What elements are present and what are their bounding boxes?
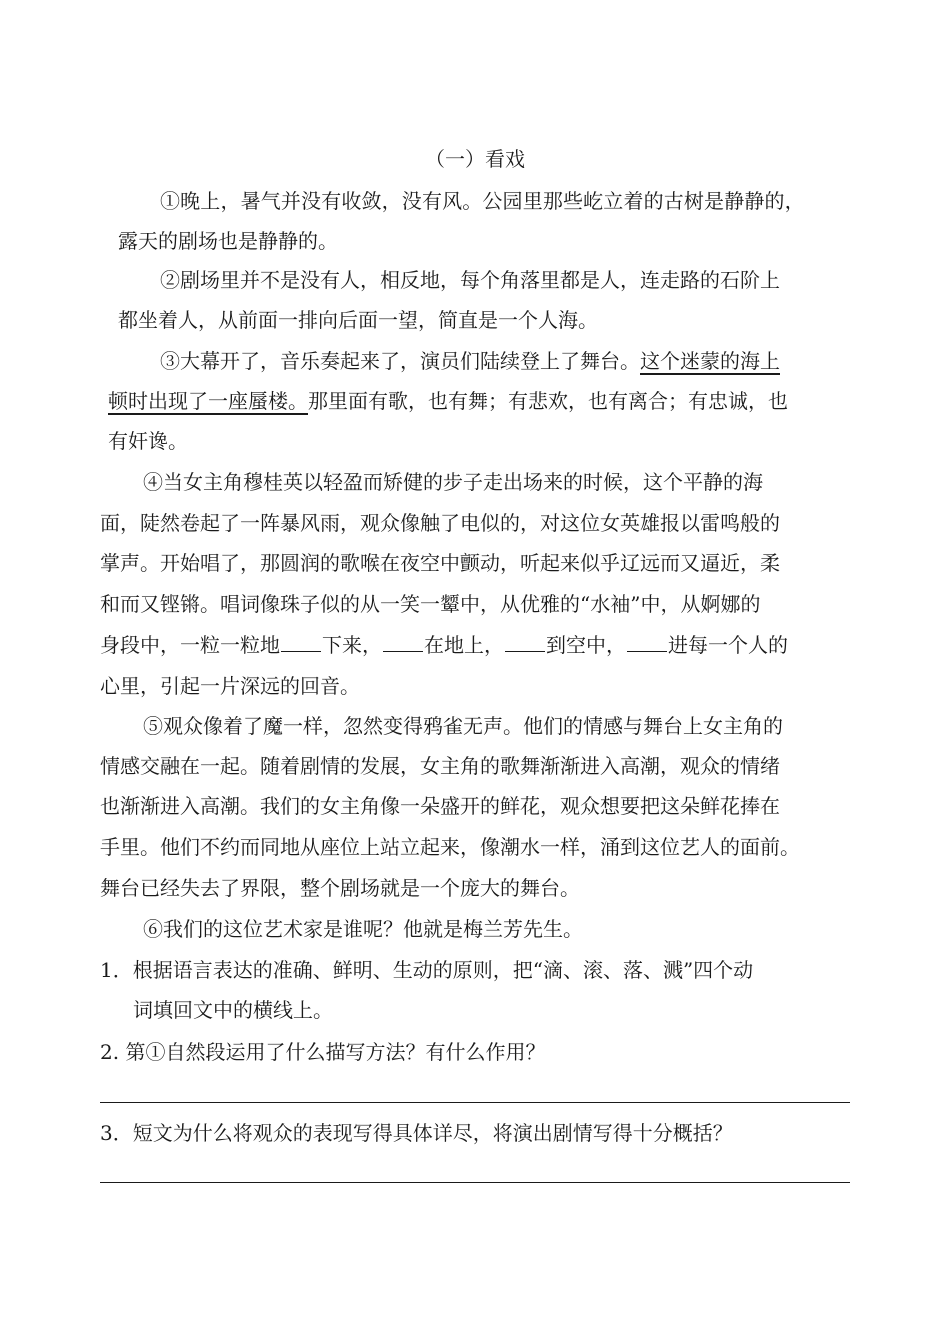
paragraph-2-line-2: 都坐着人，从前面一排向后面一望，简直是一个人海。 [118,308,598,332]
fill-blank-2[interactable] [383,633,423,652]
fill-text-a: 身段中，一粒一粒地 [100,633,280,657]
fill-blank-3[interactable] [505,633,545,652]
paragraph-4-line-3: 掌声。开始唱了，那圆润的歌喉在夜空中颤动，听起来似乎辽远而又逼近，柔 [100,551,780,575]
paragraph-4-line-2: 面，陡然卷起了一阵暴风雨，观众像触了电似的，对这位女英雄报以雷鸣般的 [100,511,780,535]
paragraph-3-line-3: 有奸谗。 [108,429,188,453]
paragraph-1-line-2: 露天的剧场也是静静的。 [118,229,338,253]
answer-line-3[interactable] [100,1182,850,1183]
paragraph-3-line-1 [160,348,780,374]
paragraph-5-line-1: ⑤观众像着了魔一样，忽然变得鸦雀无声。他们的情感与舞台上女主角的 [143,714,783,738]
paragraph-3-line-2 [108,388,788,414]
paragraph-5-line-3: 也渐渐进入高潮。我们的女主角像一朵盛开的鲜花，观众想要把这朵鲜花捧在 [100,794,780,818]
question-1-line-1: 1．根据语言表达的准确、鲜明、生动的原则，把“滴、滚、落、溅”四个动 [100,958,754,982]
underlined-sentence-part-1: 这个迷蒙的海上 [640,349,780,373]
fill-text-b: 下来， [322,633,382,657]
paragraph-6-line-1: ⑥我们的这位艺术家是谁呢？他就是梅兰芳先生。 [143,917,583,941]
answer-line-2[interactable] [100,1102,850,1103]
fill-blank-4[interactable] [627,633,667,652]
paragraph-5-line-2: 情感交融在一起。随着剧情的发展，女主角的歌舞渐渐进入高潮，观众的情绪 [100,754,780,778]
paragraph-1-line-1: ①晚上，暑气并没有收敛，没有风。公园里那些屹立着的古树是静静的， [160,189,805,213]
paragraph-5-line-5: 舞台已经失去了界限，整个剧场就是一个庞大的舞台。 [100,876,580,900]
question-3: 3．短文为什么将观众的表现写得具体详尽，将演出剧情写得十分概括？ [100,1121,733,1145]
underlined-sentence-part-2: 顿时出现了一座蜃楼。 [108,389,308,413]
question-1-line-2: 词填回文中的横线上。 [133,998,333,1022]
paragraph-4-line-1: ④当女主角穆桂英以轻盈而矫健的步子走出场来的时候，这个平静的海 [143,470,763,494]
paragraph-4-line-5 [100,632,788,658]
page-title: （一）看戏 [425,147,525,171]
paragraph-3-text: ③大幕开了，音乐奏起来了，演员们陆续登上了舞台。 [160,349,640,373]
paragraph-5-line-4: 手里。他们不约而同地从座位上站立起来，像潮水一样，涌到这位艺人的面前。 [100,835,800,859]
paragraph-4-line-4: 和而又铿锵。唱词像珠子似的从一笑一颦中，从优雅的“水袖”中，从婀娜的 [100,592,761,616]
question-2: 2. 第①自然段运用了什么描写方法？有什么作用？ [100,1040,546,1064]
paragraph-3-text-2: 那里面有歌，也有舞；有悲欢，也有离合；有忠诚，也 [308,389,788,413]
paragraph-4-line-6: 心里，引起一片深远的回音。 [100,674,360,698]
fill-text-c: 在地上， [424,633,504,657]
fill-blank-1[interactable] [281,633,321,652]
paragraph-2-line-1: ②剧场里并不是没有人，相反地，每个角落里都是人，连走路的石阶上 [160,268,780,292]
fill-text-e: 进每一个人的 [668,633,788,657]
fill-text-d: 到空中， [546,633,626,657]
